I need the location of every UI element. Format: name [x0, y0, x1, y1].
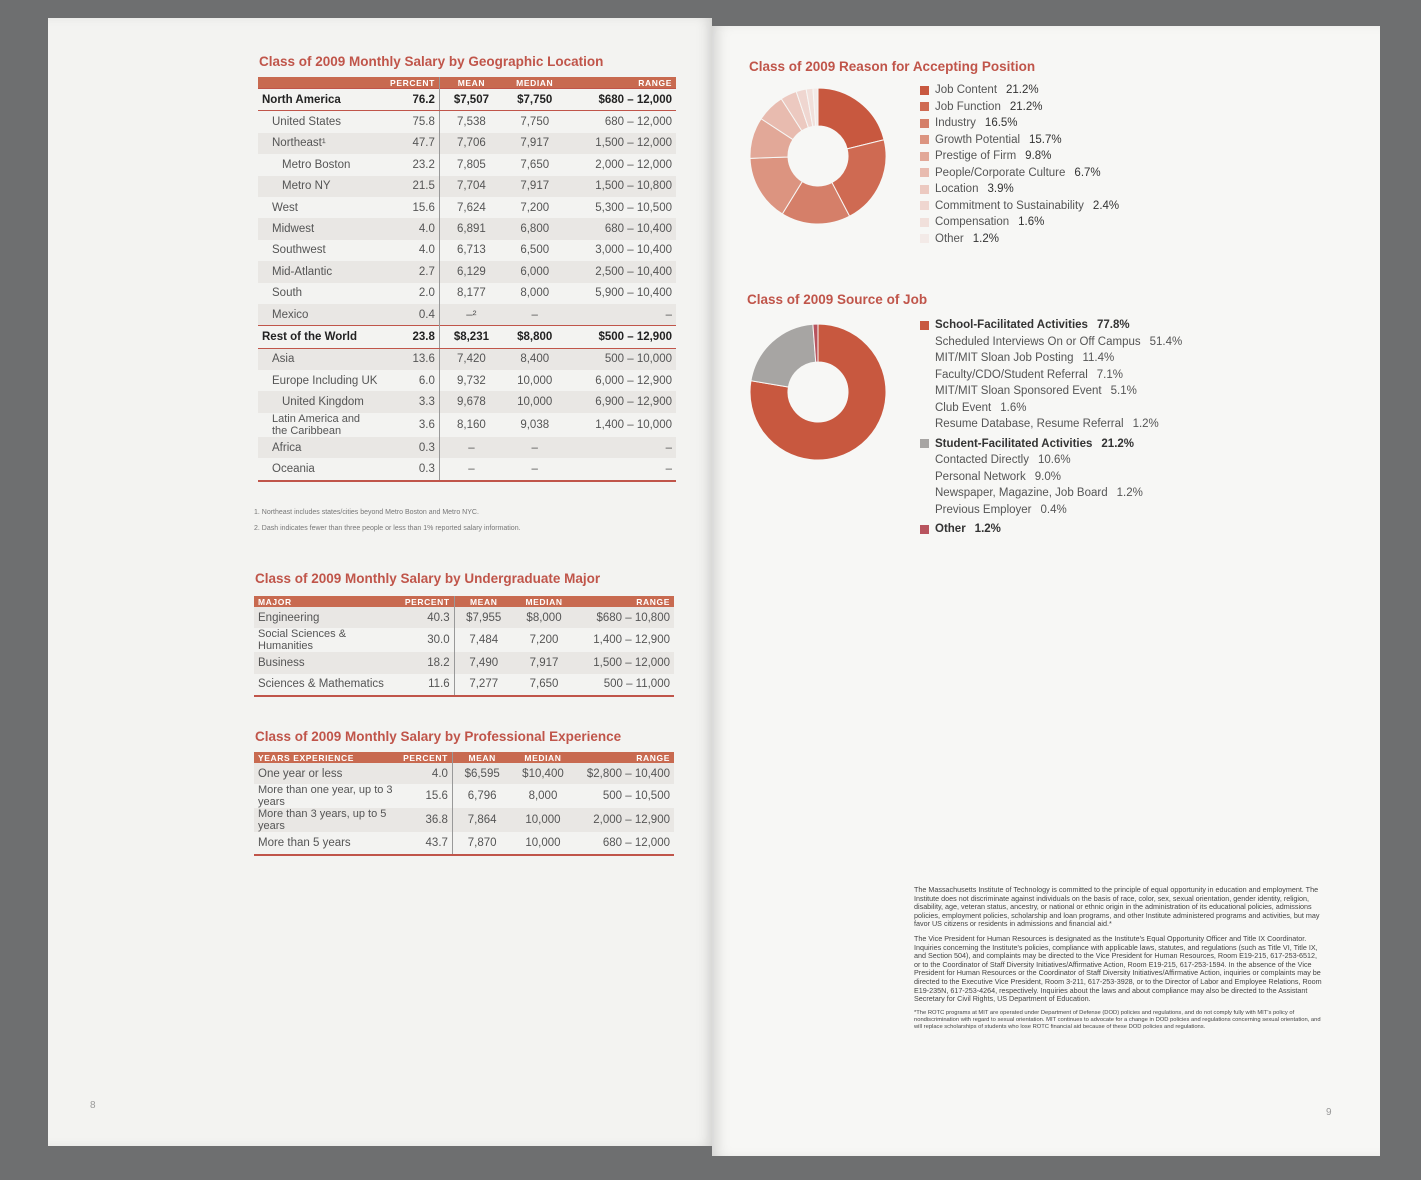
donut-slice-job-content	[818, 88, 884, 149]
table-row	[258, 111, 676, 133]
legend-group	[920, 317, 1182, 334]
left-page	[48, 18, 712, 1146]
right-page	[712, 26, 1380, 1156]
legend-value: 1.6%	[1018, 216, 1045, 229]
mean-cell: 7,704	[439, 176, 503, 197]
legend-subvalue: 9.0%	[1034, 470, 1061, 483]
legend-item	[920, 99, 1119, 116]
legend-group	[920, 521, 1182, 538]
percent-cell: 76.2	[381, 89, 439, 111]
range-cell: 680 – 12,000	[604, 116, 672, 129]
major-table-title: Class of 2009 Monthly Salary by Undergraduate Major	[255, 571, 601, 586]
footnote-1: 1. Northeast includes states/cities beyond Metro Boston and Metro NYC.	[254, 509, 479, 516]
median-cell: $10,400	[511, 763, 574, 784]
legend-sublabel: Scheduled Interviews On or Off Campus	[935, 335, 1141, 348]
row-label: Metro Boston	[282, 158, 351, 171]
table-row	[258, 458, 676, 480]
legend-subvalue: 1.2%	[1132, 418, 1159, 431]
table-row	[254, 628, 674, 652]
mean-cell: –	[439, 437, 503, 458]
legend-subvalue: 10.6%	[1037, 454, 1071, 467]
table-row	[258, 326, 676, 348]
median-cell: 7,750	[520, 116, 550, 129]
column-header: PERCENT	[381, 77, 439, 89]
median-cell: 6,000	[503, 261, 567, 282]
percent-cell: 11.6	[401, 674, 454, 696]
mean-cell: 7,538	[457, 116, 486, 129]
row-label: Northeast¹	[258, 133, 381, 154]
median-cell: 7,650	[513, 674, 575, 696]
legend-value: 9.8%	[1025, 150, 1052, 163]
experience-salary-table	[254, 752, 674, 856]
mean-cell: –	[439, 458, 503, 480]
median-cell: 7,917	[503, 176, 567, 197]
median-cell: –	[503, 458, 567, 480]
percent-cell: 18.2	[401, 652, 454, 673]
range-cell: 6,900 – 12,900	[567, 391, 676, 412]
table-row	[258, 197, 676, 218]
table-row	[254, 674, 674, 696]
legend-swatch	[920, 86, 929, 95]
legend-subitem	[920, 400, 1182, 417]
legend-group	[920, 436, 1182, 453]
legend-subvalue: 51.4%	[1149, 335, 1183, 348]
row-label: Midwest	[258, 218, 381, 239]
percent-cell: 4.0	[399, 763, 452, 784]
median-cell: $8,000	[513, 607, 575, 628]
source-chart-title: Class of 2009 Source of Job	[747, 292, 928, 307]
legend-value: 6.7%	[1074, 166, 1101, 179]
legend-label: Compensation	[935, 216, 1010, 229]
percent-cell: 6.0	[381, 370, 439, 391]
legend-item	[920, 165, 1119, 182]
range-cell: 1,400 – 10,000	[595, 418, 672, 431]
geo-salary-table	[258, 77, 676, 482]
percent-cell: 0.3	[381, 458, 439, 480]
range-cell: $680 – 12,000	[567, 89, 676, 111]
percent-cell: 30.0	[401, 628, 454, 652]
row-label: West	[272, 201, 298, 214]
source-donut-chart	[748, 322, 888, 462]
range-cell: $500 – 12,900	[567, 326, 676, 348]
legend-item	[920, 181, 1119, 198]
legend-swatch	[920, 168, 929, 177]
table-row	[258, 304, 676, 326]
legend-label: School-Facilitated Activities	[935, 319, 1088, 332]
mean-cell: 7,706	[439, 133, 503, 154]
percent-cell: 15.6	[399, 784, 452, 808]
range-cell: $680 – 10,800	[575, 607, 674, 628]
source-legend	[920, 317, 1182, 538]
legend-value: 1.2%	[972, 232, 999, 245]
table-row	[258, 218, 676, 239]
range-cell: 3,000 – 10,400	[595, 244, 672, 257]
legend-item	[920, 214, 1119, 231]
table-row	[258, 370, 676, 391]
percent-cell: 75.8	[381, 111, 439, 133]
column-header: RANGE	[567, 77, 676, 89]
mean-cell: 7,484	[469, 634, 499, 647]
table-header-row	[258, 77, 676, 89]
table-row	[258, 261, 676, 282]
legend-sublabel: Contacted Directly	[935, 454, 1029, 467]
footnote-2: 2. Dash indicates fewer than three people or less than 1% reported salary information.	[254, 525, 521, 532]
median-cell: $8,800	[503, 326, 567, 348]
table-header-row	[254, 596, 674, 607]
mean-cell: $8,231	[439, 326, 503, 348]
legend-value: 3.9%	[987, 183, 1014, 196]
row-label: Engineering	[254, 607, 401, 628]
median-cell: 9,038	[520, 418, 550, 431]
geo-table-title: Class of 2009 Monthly Salary by Geographic Location	[259, 54, 604, 69]
mean-cell: $6,595	[452, 763, 511, 784]
legend-label: Job Content	[935, 84, 998, 97]
legend-sublabel: MIT/MIT Sloan Job Posting	[935, 352, 1074, 365]
median-cell: $7,750	[503, 89, 567, 111]
median-cell: 8,400	[503, 348, 567, 370]
table-row	[258, 348, 676, 370]
median-cell: 10,000	[511, 832, 574, 854]
median-cell: 7,200	[529, 634, 559, 647]
legend-sublabel: Resume Database, Resume Referral	[935, 418, 1124, 431]
legend-swatch	[920, 135, 929, 144]
legend-sublabel: Club Event	[935, 401, 992, 414]
row-label: Rest of the World	[258, 326, 381, 348]
percent-cell: 4.0	[381, 240, 439, 261]
range-cell: 6,000 – 12,900	[595, 374, 672, 387]
mean-cell: 6,891	[439, 218, 503, 239]
legend-value: 15.7%	[1029, 133, 1062, 146]
mean-cell: 6,796	[467, 790, 497, 803]
median-cell: 8,000	[520, 287, 550, 300]
percent-cell: 21.5	[381, 176, 439, 197]
table-row	[254, 832, 674, 854]
page-number: 9	[1326, 1107, 1332, 1118]
percent-cell: 2.7	[381, 261, 439, 282]
column-header: MEDIAN	[511, 752, 574, 763]
column-header: RANGE	[575, 752, 674, 763]
page-number: 8	[90, 1100, 96, 1111]
mean-cell: 6,129	[439, 261, 503, 282]
table-row	[254, 607, 674, 628]
range-cell: 500 – 10,500	[602, 790, 670, 803]
percent-cell: 3.6	[381, 413, 439, 437]
range-cell: 5,300 – 10,500	[595, 201, 672, 214]
range-cell: 500 – 11,000	[575, 674, 674, 696]
legend-label: Location	[935, 183, 979, 196]
legend-value: 1.2%	[974, 523, 1001, 536]
percent-cell: 0.4	[381, 304, 439, 326]
legend-label: Growth Potential	[935, 133, 1021, 146]
legend-sublabel: Personal Network	[935, 470, 1026, 483]
legend-swatch	[920, 525, 929, 534]
legend-subitem	[920, 350, 1182, 367]
row-label: More than 3 years, up to 5 years	[254, 808, 399, 832]
legend-value: 2.4%	[1092, 199, 1120, 212]
legend-swatch	[920, 102, 929, 111]
legend-label: Other	[935, 232, 964, 245]
legend-label: Industry	[935, 117, 976, 130]
column-header: MAJOR	[254, 596, 401, 607]
legal-paragraph-1: The Massachusetts Institute of Technology is committed to the principle of equal opportunity in education and employment. The Institute does not discriminate against individuals on the basis of race, color, sex, sexual orientation, gender identity, religion, disability, age, veteran status, ancestry, or national or ethnic origin in the administration of its educational policies, admissions policies, employment policies, scholarship and loan programs, and other Institute administered programs and activities, but may favor US citizens or residents in admissions and financial aid.*	[914, 885, 1320, 929]
percent-cell: 47.7	[381, 133, 439, 154]
column-header: MEDIAN	[513, 596, 575, 607]
median-cell: 10,000	[511, 808, 574, 832]
legend-swatch	[920, 218, 929, 227]
median-cell: 6,500	[520, 244, 550, 257]
range-cell: 2,000 – 12,900	[575, 808, 674, 832]
median-cell: –	[503, 304, 567, 326]
range-cell: $2,800 – 10,400	[575, 763, 674, 784]
mean-cell: $7,507	[439, 89, 503, 111]
table-row	[258, 89, 676, 111]
legal-footnote: *The ROTC programs at MIT are operated under Department of Defense (DOD) policies and regulations, and do not comply fully with MIT's policy of nondiscrimination with regard to sexual orientation. MIT continues to advocate for a change in DOD policies and regulations concerning sexual orientation, and will replace scholarships of students who lose ROTC financial aid because of these DOD policies and regulations.	[914, 1009, 1321, 1030]
percent-cell: 2.0	[381, 283, 439, 304]
range-cell: 1,400 – 12,900	[593, 634, 670, 647]
legend-item	[920, 115, 1119, 132]
range-cell: 1,500 – 12,000	[567, 133, 676, 154]
table-row	[258, 283, 676, 304]
row-label: Southwest	[272, 244, 326, 257]
median-cell: 7,917	[513, 652, 575, 673]
legend-label: Prestige of Firm	[935, 150, 1017, 163]
legend-item	[920, 148, 1119, 165]
median-cell: 7,200	[520, 201, 550, 214]
legend-label: Job Function	[935, 100, 1001, 113]
legend-swatch	[920, 185, 929, 194]
table-row	[258, 176, 676, 197]
table-row	[258, 133, 676, 154]
percent-cell: 0.3	[381, 437, 439, 458]
row-label: Asia	[258, 348, 381, 370]
percent-cell: 23.2	[381, 154, 439, 175]
legend-subvalue: 11.4%	[1082, 352, 1115, 365]
mean-cell: 7,277	[454, 674, 513, 696]
column-header: MEAN	[439, 77, 503, 89]
legend-subitem	[920, 485, 1182, 502]
legend-item	[920, 231, 1119, 248]
legend-subvalue: 0.4%	[1040, 503, 1067, 516]
median-cell: 7,650	[520, 158, 550, 171]
row-label: South	[272, 287, 303, 300]
row-label: Africa	[258, 437, 381, 458]
range-cell: 1,500 – 10,800	[567, 176, 676, 197]
mean-cell: –²	[439, 304, 503, 326]
column-header	[258, 77, 381, 89]
row-label: North America	[258, 89, 381, 111]
reason-donut-chart	[748, 86, 888, 226]
reason-legend	[920, 82, 1119, 247]
row-label: Mexico	[258, 304, 381, 326]
equal-opportunity-statement	[914, 886, 1324, 1037]
median-cell: 6,800	[503, 218, 567, 239]
row-label: One year or less	[254, 763, 399, 784]
median-cell: 10,000	[503, 391, 567, 412]
column-header: MEAN	[452, 752, 511, 763]
row-label: More than one year, up to 3 years	[258, 784, 393, 809]
legend-value: 16.5%	[984, 117, 1018, 130]
column-header: MEDIAN	[503, 77, 567, 89]
row-label: Latin America and the Caribbean	[272, 412, 361, 437]
range-cell: 2,000 – 12,000	[595, 158, 672, 171]
row-label: More than 5 years	[254, 832, 399, 854]
legal-paragraph-2: The Vice President for Human Resources is designated as the Institute's Equal Opportunity Officer and Title IX Coordinator. Inquiries concerning the Institute's policies, compliance with applicable laws, statutes, and regulations (such as Title VI, Title IX, and Section 504), and complaints may be directed to the Vice President for Human Resources, Room E19-215, 617-253-6512, or to the Coordinator of Staff Diversity Initiatives/Affirmative Action, Room E19-215, 617-253-1594. In the absence of the Vice President for Human Resources or the Coordinator of Staff Diversity Initiatives/Affirmative Action, inquiries or complaints may be directed to the Executive Vice President, Room 3-211, 617-253-3928, or to the Director of Labor and Employee Relations, Room E19-235N, 617-253-4264, respectively. Inquiries about the laws and about compliance may also be directed to the Assistant Secretary for Civil Rights, US Department of Education.	[914, 933, 1322, 1004]
mean-cell: 8,160	[457, 418, 486, 431]
row-label: Europe Including UK	[272, 374, 378, 387]
table-row	[258, 240, 676, 261]
experience-table-title: Class of 2009 Monthly Salary by Professional Experience	[255, 729, 622, 744]
row-label: Sciences & Mathematics	[254, 674, 401, 696]
percent-cell: 15.6	[381, 197, 439, 218]
mean-cell: 7,420	[439, 348, 503, 370]
legend-swatch	[920, 201, 929, 210]
percent-cell: 36.8	[399, 808, 452, 832]
range-cell: 680 – 12,000	[575, 832, 674, 854]
legend-subitem	[920, 502, 1182, 519]
range-cell: 680 – 10,400	[567, 218, 676, 239]
legend-subvalue: 1.6%	[1000, 401, 1027, 414]
mean-cell: 7,805	[457, 158, 486, 171]
legend-subvalue: 7.1%	[1096, 368, 1123, 381]
column-header: PERCENT	[399, 752, 452, 763]
percent-cell: 4.0	[381, 218, 439, 239]
row-label: Oceania	[258, 458, 381, 480]
legend-label: Other	[935, 523, 966, 536]
range-cell: 5,900 – 10,400	[595, 287, 672, 300]
table-row	[254, 763, 674, 784]
legend-swatch	[920, 439, 929, 448]
legend-label: Commitment to Sustainability	[935, 199, 1084, 212]
row-label: Business	[254, 652, 401, 673]
table-header-row	[254, 752, 674, 763]
table-row	[258, 413, 676, 437]
legend-subvalue: 5.1%	[1110, 385, 1137, 398]
mean-cell: 7,870	[452, 832, 511, 854]
donut-slice-student-facilitated-activities	[751, 324, 816, 387]
reason-chart-title: Class of 2009 Reason for Accepting Position	[749, 59, 1036, 74]
legend-sublabel: Newspaper, Magazine, Job Board	[935, 487, 1108, 500]
legend-swatch	[920, 119, 929, 128]
median-cell: –	[503, 437, 567, 458]
legend-subitem	[920, 367, 1182, 384]
mean-cell: 7,490	[454, 652, 513, 673]
median-cell: 7,917	[503, 133, 567, 154]
table-row	[254, 652, 674, 673]
range-cell: 1,500 – 12,000	[575, 652, 674, 673]
table-row	[258, 154, 676, 175]
table-row	[258, 391, 676, 412]
legend-subvalue: 1.2%	[1116, 487, 1143, 500]
row-label: Metro NY	[258, 176, 381, 197]
mean-cell: $7,955	[454, 607, 513, 628]
legend-sublabel: MIT/MIT Sloan Sponsored Event	[935, 385, 1102, 398]
row-label: Social Sciences & Humanities	[258, 628, 347, 653]
median-cell: 10,000	[517, 374, 553, 387]
percent-cell: 40.3	[401, 607, 454, 628]
mean-cell: 7,624	[457, 201, 486, 214]
legend-value: 21.2%	[1006, 84, 1039, 97]
row-label: United States	[272, 116, 342, 129]
percent-cell: 3.3	[381, 391, 439, 412]
range-cell: –	[567, 437, 676, 458]
mean-cell: 9,732	[457, 374, 486, 387]
legend-subitem	[920, 452, 1182, 469]
legend-subitem	[920, 383, 1182, 400]
legend-swatch	[920, 321, 929, 330]
column-header: RANGE	[575, 596, 674, 607]
legend-item	[920, 82, 1119, 99]
range-cell: 500 – 10,000	[567, 348, 676, 370]
mean-cell: 7,864	[452, 808, 511, 832]
percent-cell: 13.6	[381, 348, 439, 370]
table-row	[254, 808, 674, 832]
table-row	[254, 784, 674, 808]
range-cell: 2,500 – 10,400	[567, 261, 676, 282]
mean-cell: 6,713	[457, 244, 486, 257]
percent-cell: 43.7	[399, 832, 452, 854]
table-row	[258, 437, 676, 458]
row-label: Mid-Atlantic	[258, 261, 381, 282]
legend-subitem	[920, 469, 1182, 486]
column-header: YEARS EXPERIENCE	[254, 752, 399, 763]
legend-sublabel: Previous Employer	[935, 503, 1032, 516]
row-label: United Kingdom	[258, 391, 381, 412]
range-cell: –	[567, 458, 676, 480]
legend-subitem	[920, 416, 1182, 433]
mean-cell: 9,678	[439, 391, 503, 412]
legend-item	[920, 132, 1119, 149]
percent-cell: 23.8	[381, 326, 439, 348]
mean-cell: 8,177	[457, 287, 486, 300]
legend-label: People/Corporate Culture	[935, 166, 1066, 179]
legend-swatch	[920, 234, 929, 243]
range-cell: –	[567, 304, 676, 326]
legend-subitem	[920, 334, 1182, 351]
legend-swatch	[920, 152, 929, 161]
median-cell: 8,000	[528, 790, 558, 803]
legend-label: Student-Facilitated Activities	[935, 437, 1093, 450]
major-salary-table	[254, 596, 674, 697]
legend-value: 21.2%	[1101, 437, 1135, 450]
legend-sublabel: Faculty/CDO/Student Referral	[935, 368, 1088, 381]
legend-item	[920, 198, 1119, 215]
column-header: PERCENT	[401, 596, 454, 607]
legend-value: 77.8%	[1096, 319, 1130, 332]
legend-value: 21.2%	[1009, 100, 1043, 113]
column-header: MEAN	[454, 596, 513, 607]
